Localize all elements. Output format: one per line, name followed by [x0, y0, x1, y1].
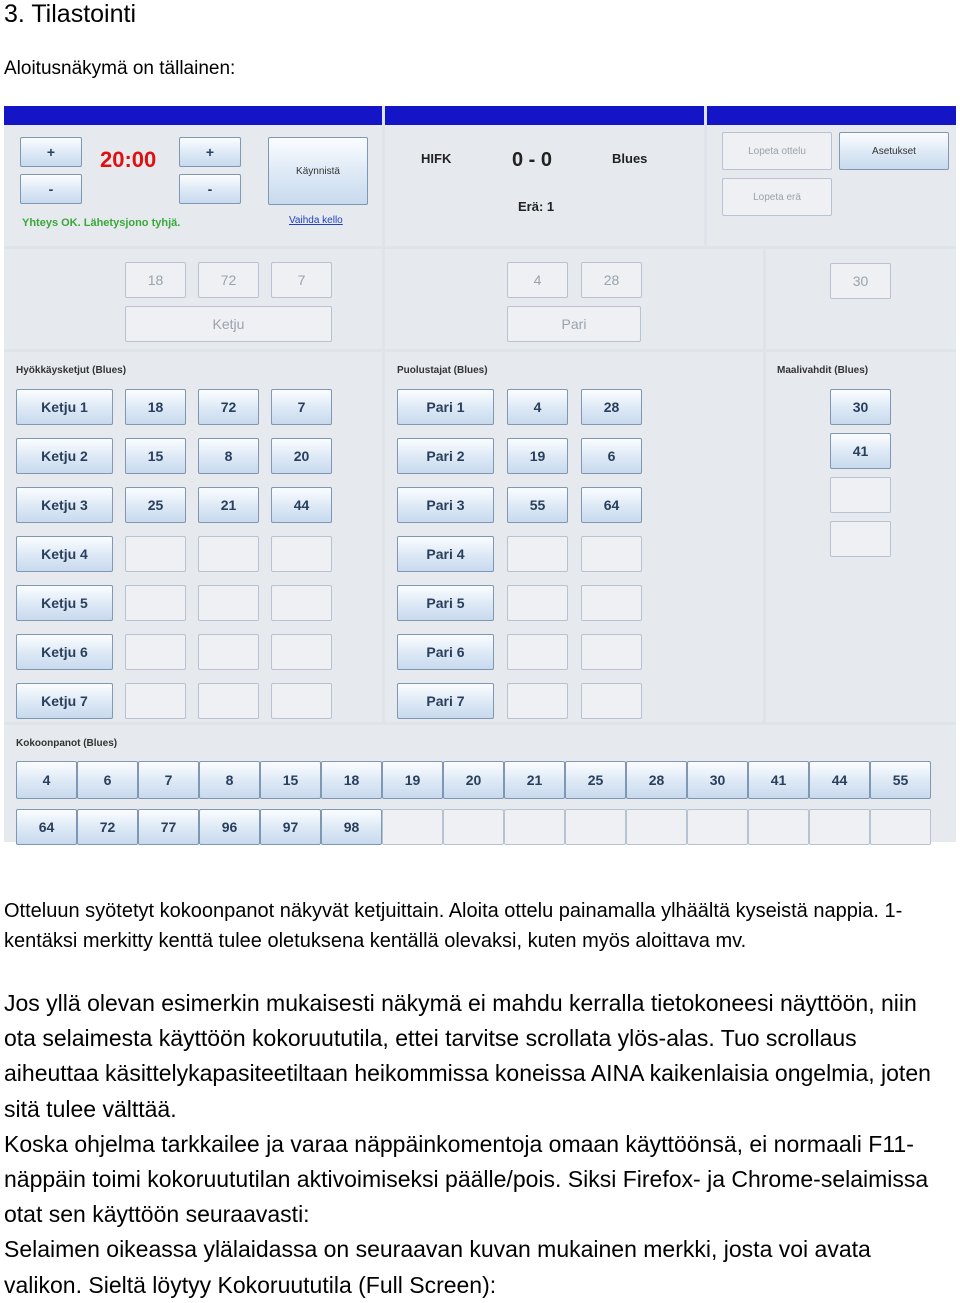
line-player-button[interactable] [125, 536, 186, 572]
roster-player-button[interactable]: 25 [565, 761, 626, 799]
clock-panel [4, 106, 382, 246]
section-heading: 3. Tilastointi [4, 0, 137, 28]
pair-player-button[interactable]: 28 [581, 389, 642, 425]
pair-button[interactable]: Pari 1 [397, 389, 494, 425]
seconds-plus-button[interactable]: + [179, 137, 241, 167]
forward-lines-panel [4, 352, 382, 722]
goalie-button[interactable]: 41 [830, 433, 891, 469]
line-player-button[interactable] [125, 683, 186, 719]
current-forward[interactable]: 72 [198, 262, 259, 298]
line-player-button[interactable]: 25 [125, 487, 186, 523]
current-defender[interactable]: 4 [507, 262, 568, 298]
pair-player-button[interactable]: 6 [581, 438, 642, 474]
roster-player-button[interactable] [687, 809, 748, 845]
line-button[interactable]: Ketju 5 [16, 585, 113, 621]
roster-player-button[interactable]: 98 [321, 809, 382, 845]
roster-player-button[interactable]: 8 [199, 761, 260, 799]
line-player-button[interactable] [125, 585, 186, 621]
line-player-button[interactable]: 21 [198, 487, 259, 523]
line-player-button[interactable]: 7 [271, 389, 332, 425]
paragraph-lineups: Otteluun syötetyt kokoonpanot näkyvät ketjuittain. Aloita ottelu painamalla ylhäältä kyseistä nappia. 1-kentäksi merkitty kenttä tulee oletuksena kentällä olevaksi, kuten myös aloittava mv. [4, 900, 903, 952]
line-player-button[interactable] [271, 683, 332, 719]
pair-button[interactable]: Pari 4 [397, 536, 494, 572]
line-button[interactable]: Ketju 6 [16, 634, 113, 670]
settings-button[interactable]: Asetukset [839, 132, 949, 170]
pair-player-button[interactable] [581, 585, 642, 621]
pair-button[interactable]: Pari 6 [397, 634, 494, 670]
line-player-button[interactable]: 18 [125, 389, 186, 425]
change-clock-link[interactable]: Vaihda kello [289, 215, 343, 226]
current-defender[interactable]: 28 [581, 262, 642, 298]
roster-player-button[interactable]: 97 [260, 809, 321, 845]
minutes-plus-button[interactable]: + [20, 137, 82, 167]
goalies-panel [766, 352, 956, 722]
pair-player-button[interactable] [507, 536, 568, 572]
line-player-button[interactable] [198, 683, 259, 719]
roster-player-button[interactable]: 77 [138, 809, 199, 845]
roster-player-button[interactable]: 6 [77, 761, 138, 799]
paragraph-f11: Koska ohjelma tarkkailee ja varaa näppäinkomentoja omaan käyttöönsä, ei normaali F11-näppäin toimi kokoruututilan aktivoimiseksi päälle/pois. Siksi Firefox- ja Chrome-selaimissa otat sen käyttöön seuraavasti: [4, 1130, 929, 1228]
line-button[interactable]: Ketju 3 [16, 487, 113, 523]
current-forward[interactable]: 7 [271, 262, 332, 298]
defense-pairs-panel [385, 352, 763, 722]
current-goalie[interactable]: 30 [830, 263, 891, 299]
pair-player-button[interactable]: 55 [507, 487, 568, 523]
score-display: 0 - 0 [512, 149, 553, 171]
pair-player-button[interactable] [507, 585, 568, 621]
pair-player-button[interactable] [507, 634, 568, 670]
forward-lines-label: Hyökkäysketjut (Blues) [16, 365, 127, 376]
start-button[interactable]: Käynnistä [268, 137, 368, 205]
pair-player-button[interactable] [581, 536, 642, 572]
roster-player-button[interactable]: 55 [870, 761, 931, 799]
roster-player-button[interactable]: 7 [138, 761, 199, 799]
line-player-button[interactable] [271, 634, 332, 670]
line-player-button[interactable] [271, 536, 332, 572]
roster-player-button[interactable] [748, 809, 809, 845]
app-screenshot [4, 106, 956, 842]
roster-player-button[interactable]: 72 [77, 809, 138, 845]
roster-player-button[interactable] [626, 809, 687, 845]
seconds-minus-button[interactable]: - [179, 174, 241, 204]
pair-button[interactable]: Pari 3 [397, 487, 494, 523]
roster-player-button[interactable]: 4 [16, 761, 77, 799]
roster-player-button[interactable]: 30 [687, 761, 748, 799]
pair-player-button[interactable] [507, 683, 568, 719]
roster-player-button[interactable]: 41 [748, 761, 809, 799]
line-player-button[interactable]: 72 [198, 389, 259, 425]
pair-button[interactable]: Pari 7 [397, 683, 494, 719]
roster-player-button[interactable]: 96 [199, 809, 260, 845]
roster-player-button[interactable]: 64 [16, 809, 77, 845]
current-forward[interactable]: 18 [125, 262, 186, 298]
panel-header-bar [4, 106, 382, 125]
line-player-button[interactable]: 8 [198, 438, 259, 474]
line-button[interactable]: Ketju 1 [16, 389, 113, 425]
period-display: Erä: 1 [518, 199, 555, 214]
end-period-button[interactable]: Lopeta erä [722, 178, 832, 216]
defense-pairs-label: Puolustajat (Blues) [397, 365, 488, 376]
panel-header-bar [385, 106, 704, 125]
roster-player-button[interactable]: 21 [504, 761, 565, 799]
connection-status: Yhteys OK. Lähetysjono tyhjä. [22, 217, 181, 229]
pair-button[interactable]: Pari 5 [397, 585, 494, 621]
panel-header-bar [707, 106, 956, 125]
roster-player-button[interactable] [443, 809, 504, 845]
goalie-button[interactable] [830, 477, 891, 513]
line-player-button[interactable] [125, 634, 186, 670]
paragraph-scroll: Jos yllä olevan esimerkin mukaisesti näkymä ei mahdu kerralla tietokoneesi näyttöön, niin ota selaimesta käyttöön kokoruututila, ettei tarvitse scrollata ylös-alas. Tuo scrollaus aiheuttaa käsittelykapasiteetiltaan heikommissa koneissa AINA kaikenlaisia ongelmia, joten sitä tulee välttää. [4, 990, 931, 1122]
paragraph-menu: Selaimen oikeassa ylälaidassa on seuraavan kuvan mukainen merkki, josta voi avata valikon. Sieltä löytyy Kokoruututila (Full Screen): [4, 1236, 871, 1298]
goalie-button[interactable] [830, 521, 891, 557]
intro-text: Aloitusnäkymä on tällainen: [4, 58, 236, 79]
current-line-button[interactable]: Ketju [125, 306, 332, 342]
pair-player-button[interactable] [581, 634, 642, 670]
roster-player-button[interactable] [870, 809, 931, 845]
roster-player-button[interactable]: 20 [443, 761, 504, 799]
home-team: HIFK [421, 151, 452, 166]
roster-player-button[interactable]: 44 [809, 761, 870, 799]
paragraph-fullscreen [4, 986, 954, 1303]
roster-player-button[interactable]: 19 [382, 761, 443, 799]
line-button[interactable]: Ketju 2 [16, 438, 113, 474]
line-player-button[interactable]: 44 [271, 487, 332, 523]
current-pair-button[interactable]: Pari [507, 306, 641, 342]
roster-player-button[interactable]: 18 [321, 761, 382, 799]
goalies-label: Maalivahdit (Blues) [777, 365, 869, 376]
roster-player-button[interactable] [382, 809, 443, 845]
game-controls-panel [707, 106, 956, 246]
end-game-button[interactable]: Lopeta ottelu [722, 132, 832, 170]
clock-display: 20:00 [100, 147, 157, 172]
current-goalie-panel [766, 249, 956, 349]
line-player-button[interactable] [198, 634, 259, 670]
pair-player-button[interactable]: 64 [581, 487, 642, 523]
pair-player-button[interactable]: 19 [507, 438, 568, 474]
roster-player-button[interactable] [565, 809, 626, 845]
minutes-minus-button[interactable]: - [20, 174, 82, 204]
pair-player-button[interactable] [581, 683, 642, 719]
line-button[interactable]: Ketju 4 [16, 536, 113, 572]
pair-button[interactable]: Pari 2 [397, 438, 494, 474]
line-player-button[interactable] [198, 585, 259, 621]
roster-player-button[interactable]: 28 [626, 761, 687, 799]
roster-player-button[interactable]: 15 [260, 761, 321, 799]
away-team: Blues [612, 151, 648, 166]
roster-label: Kokoonpanot (Blues) [16, 738, 118, 749]
current-forwards-panel [4, 249, 382, 349]
line-player-button[interactable] [198, 536, 259, 572]
current-defense-panel [385, 249, 763, 349]
score-panel [385, 106, 704, 246]
line-button[interactable]: Ketju 7 [16, 683, 113, 719]
line-player-button[interactable] [271, 585, 332, 621]
goalie-button[interactable]: 30 [830, 389, 891, 425]
roster-player-button[interactable] [809, 809, 870, 845]
roster-panel [4, 725, 956, 842]
roster-player-button[interactable] [504, 809, 565, 845]
line-player-button[interactable]: 20 [271, 438, 332, 474]
line-player-button[interactable]: 15 [125, 438, 186, 474]
pair-player-button[interactable]: 4 [507, 389, 568, 425]
